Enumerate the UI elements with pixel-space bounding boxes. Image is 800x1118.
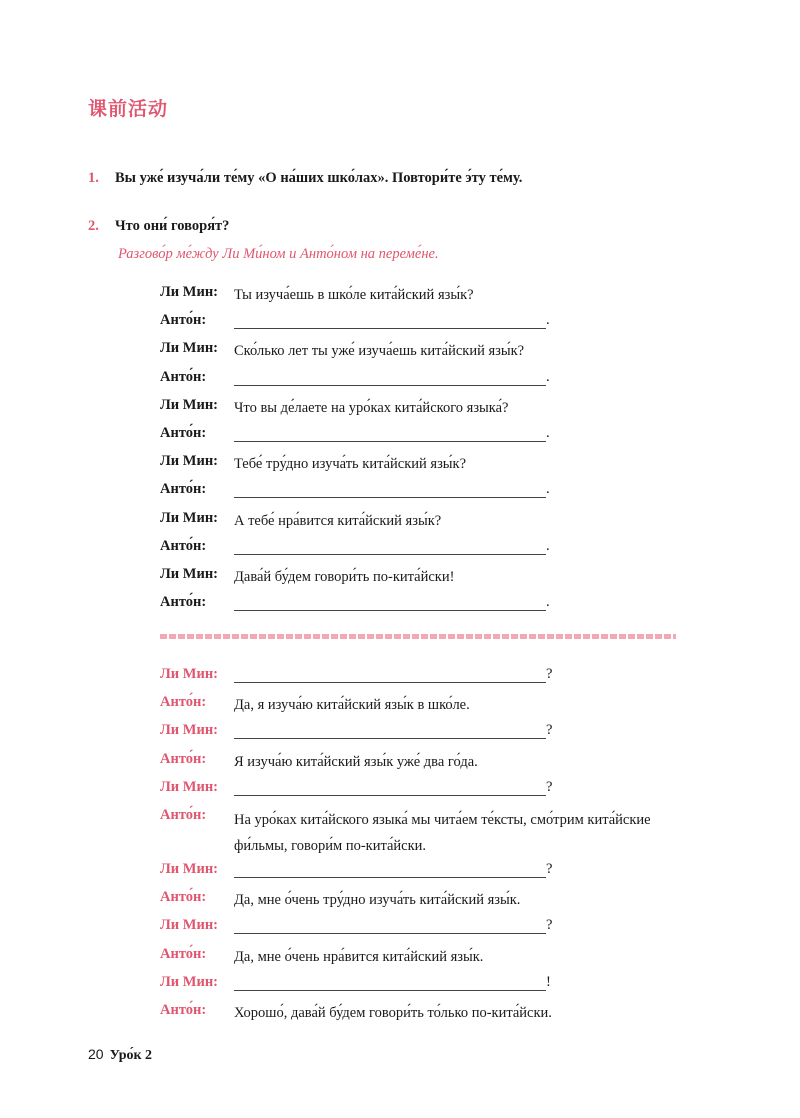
answer-blank[interactable] bbox=[234, 370, 546, 386]
speaker-label: Ли Мин: bbox=[160, 666, 219, 682]
dialog-row bbox=[160, 889, 690, 917]
question-blank[interactable] bbox=[234, 918, 546, 934]
page-number: 20 bbox=[88, 1046, 104, 1062]
speaker-label: Анто́н: bbox=[160, 694, 207, 711]
dialog-row bbox=[160, 453, 690, 481]
line-text: Да, я изуча́ю кита́йский язы́к в шко́ле. bbox=[234, 697, 470, 714]
speaker-label: Ли Мин: bbox=[160, 973, 219, 990]
task-2-text: Что они́ говоря́т? bbox=[115, 218, 230, 234]
speaker-label: Ли Мин: bbox=[160, 917, 219, 934]
answer-blank[interactable] bbox=[234, 539, 546, 555]
line-end-punct: ? bbox=[546, 917, 553, 934]
lesson-label: Уро́к 2 bbox=[109, 1048, 153, 1063]
dialog-row bbox=[160, 779, 690, 807]
dialog-row bbox=[160, 946, 690, 974]
question-blank[interactable] bbox=[234, 667, 546, 683]
dialog-row bbox=[160, 751, 690, 779]
speaker-label: Анто́н: bbox=[160, 594, 207, 611]
speaker-label: Анто́н: bbox=[160, 750, 207, 767]
speaker-label: Ли Мин: bbox=[160, 778, 219, 795]
speaker-label: Ли Мин: bbox=[160, 509, 219, 526]
answer-blank[interactable] bbox=[234, 313, 546, 329]
speaker-label: Ли Мин: bbox=[160, 565, 219, 582]
answer-blank[interactable] bbox=[234, 595, 546, 611]
line-end-punct: ? bbox=[546, 778, 553, 795]
task-1-number: 1. bbox=[88, 170, 99, 186]
section-divider bbox=[160, 634, 676, 639]
dialog-row bbox=[160, 312, 690, 340]
speaker-label: Анто́н: bbox=[160, 312, 207, 329]
line-end-punct: . bbox=[546, 312, 550, 329]
line-text: Хорошо́, дава́й бу́дем говори́ть то́лько по-кита́йски. bbox=[234, 1004, 552, 1021]
task-1-text: Вы уже́ изуча́ли те́му «О на́ших шко́лах». Повтори́те э́ту те́му. bbox=[115, 170, 523, 186]
line-text: А тебе́ нра́вится кита́йский язы́к? bbox=[234, 512, 442, 529]
dialog-row bbox=[160, 694, 690, 722]
line-end-punct: ! bbox=[546, 973, 551, 990]
speaker-label: Анто́н: bbox=[160, 537, 207, 554]
dialog-row bbox=[160, 974, 690, 1002]
dialog-row bbox=[160, 425, 690, 453]
line-text: Что вы де́лаете на уро́ках кита́йского языка́? bbox=[234, 399, 509, 416]
speaker-label: Ли Мин: bbox=[160, 453, 219, 470]
line-text: Дава́й бу́дем говори́ть по-кита́йски! bbox=[234, 568, 455, 585]
line-text: Ты изуча́ешь в шко́ле кита́йский язы́к? bbox=[234, 287, 474, 303]
speaker-label: Анто́н: bbox=[160, 945, 207, 962]
task-1 bbox=[88, 170, 522, 187]
line-text: Ско́лько лет ты уже́ изуча́ешь кита́йский язы́к? bbox=[234, 343, 525, 360]
dialog-row bbox=[160, 807, 690, 861]
line-end-punct: . bbox=[546, 368, 550, 385]
question-blank[interactable] bbox=[234, 723, 546, 739]
question-blank[interactable] bbox=[234, 780, 546, 796]
speaker-label: Ли Мин: bbox=[160, 396, 219, 413]
dialog-row bbox=[160, 722, 690, 750]
dialog-subtitle: Разгово́р ме́жду Ли Ми́ном и Анто́ном на переме́не. bbox=[118, 246, 439, 262]
task-2-number: 2. bbox=[88, 218, 99, 234]
dialog-row bbox=[160, 538, 690, 566]
dialog-row bbox=[160, 594, 690, 622]
line-end-punct: ? bbox=[546, 860, 553, 877]
dialog-row bbox=[160, 340, 690, 368]
line-end-punct: . bbox=[546, 594, 550, 611]
speaker-label: Ли Мин: bbox=[160, 860, 219, 877]
line-text: Да, мне о́чень нра́вится кита́йский язы́к. bbox=[234, 948, 484, 965]
answer-blank[interactable] bbox=[234, 426, 546, 442]
dialog-row bbox=[160, 481, 690, 509]
line-end-punct: . bbox=[546, 424, 550, 441]
section-title: 课前活动 bbox=[88, 98, 169, 120]
dialog-row bbox=[160, 397, 690, 425]
speaker-label: Анто́н: bbox=[160, 481, 207, 498]
line-end-punct: ? bbox=[546, 722, 553, 739]
dialog-row bbox=[160, 284, 690, 312]
dialog-row bbox=[160, 510, 690, 538]
line-text: Да, мне о́чень тру́дно изуча́ть кита́йский язы́к. bbox=[234, 892, 521, 909]
dialog-row bbox=[160, 1002, 690, 1030]
dialog-row bbox=[160, 861, 690, 889]
speaker-label: Ли Мин: bbox=[160, 340, 219, 357]
line-end-punct: ? bbox=[546, 666, 553, 682]
line-text: Я изуча́ю кита́йский язы́к уже́ два го́да. bbox=[234, 753, 478, 770]
speaker-label: Анто́н: bbox=[160, 806, 207, 823]
speaker-label: Анто́н: bbox=[160, 368, 207, 385]
dialog-row bbox=[160, 369, 690, 397]
speaker-label: Анто́н: bbox=[160, 424, 207, 441]
speaker-label: Анто́н: bbox=[160, 1001, 207, 1018]
line-end-punct: . bbox=[546, 537, 550, 554]
page-footer bbox=[88, 1046, 152, 1064]
question-blank[interactable] bbox=[234, 975, 546, 991]
speaker-label: Ли Мин: bbox=[160, 722, 219, 739]
speaker-label: Ли Мин: bbox=[160, 284, 219, 300]
speaker-label: Анто́н: bbox=[160, 889, 207, 906]
answer-blank[interactable] bbox=[234, 482, 546, 498]
dialog-1 bbox=[160, 284, 690, 622]
line-text: Тебе́ тру́дно изуча́ть кита́йский язы́к? bbox=[234, 456, 467, 473]
line-end-punct: . bbox=[546, 481, 550, 498]
question-blank[interactable] bbox=[234, 862, 546, 878]
dialog-row bbox=[160, 666, 690, 694]
dialog-row bbox=[160, 566, 690, 594]
line-text: На уро́ках кита́йского языка́ мы чита́ем те́ксты, смо́трим кита́йские фи́льмы, говори́м по-кита́йски. bbox=[234, 811, 651, 854]
dialog-row bbox=[160, 917, 690, 945]
dialog-2 bbox=[160, 666, 690, 1030]
task-2 bbox=[88, 218, 229, 235]
